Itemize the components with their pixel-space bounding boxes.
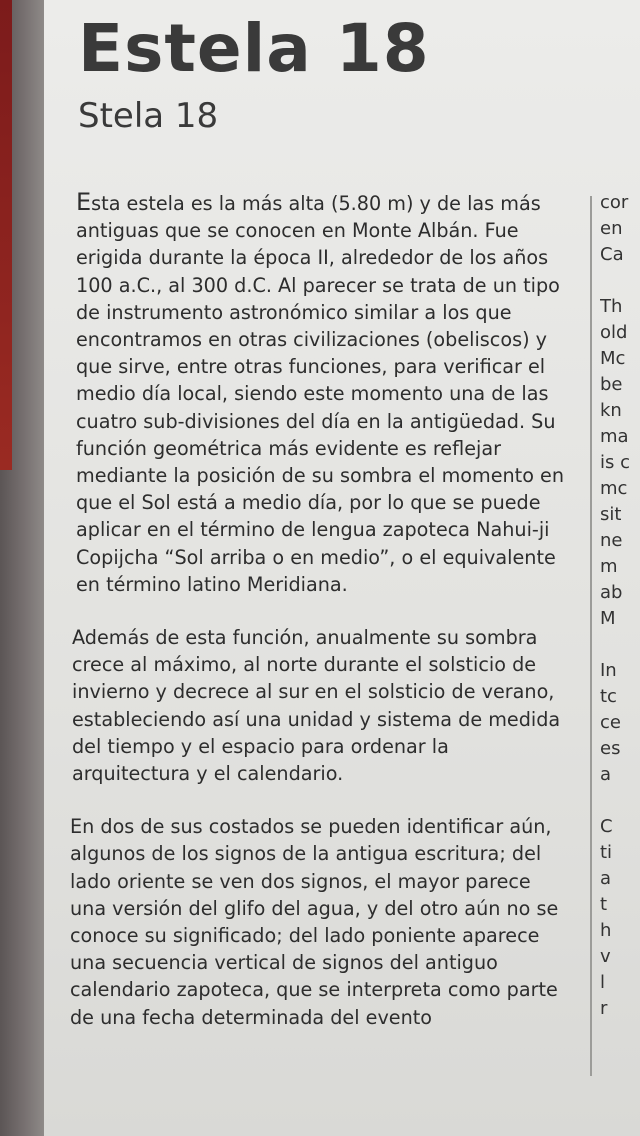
paragraph-line: En dos de sus costados se pueden identificar aún, bbox=[70, 815, 552, 839]
fragment-line: kn bbox=[600, 400, 622, 421]
fragment-line: Mc bbox=[600, 348, 626, 369]
fragment-line: Ca bbox=[600, 244, 624, 265]
paragraph-line: arquitectura y el calendario. bbox=[72, 762, 344, 786]
fragment-line: mc bbox=[600, 478, 628, 499]
paragraph-line: cuatro sub-divisiones del día en la antigüedad. Su bbox=[76, 409, 556, 433]
paragraph-line: lado oriente se ven dos signos, el mayor parece bbox=[70, 869, 531, 893]
paragraph-line: una secuencia vertical de signos del antiguo bbox=[70, 951, 498, 975]
paragraph-line: Esta estela es la más alta (5.80 m) y de las más bbox=[76, 188, 541, 216]
paragraph-line: que sirve, entre otras funciones, para verificar el bbox=[76, 355, 546, 379]
paragraph-3 bbox=[70, 813, 575, 1031]
english-text-column-cropped bbox=[600, 190, 640, 1136]
fragment-line: h bbox=[600, 920, 612, 941]
paragraph-line: que el Sol está a medio día, por lo que se puede bbox=[76, 491, 541, 515]
fragment-line: a bbox=[600, 868, 612, 889]
paragraph-line: aplicar en el término de lengua zapoteca Nahui-ji bbox=[76, 518, 550, 542]
fragment-line: r bbox=[600, 998, 608, 1019]
paragraph-1 bbox=[70, 190, 575, 598]
spanish-text-column bbox=[70, 190, 575, 1031]
drop-cap-letter: E bbox=[76, 188, 92, 216]
paragraph-line: de una fecha determinada del evento bbox=[70, 1005, 433, 1029]
paragraph-line: en término latino Meridiana. bbox=[76, 572, 348, 596]
fragment-line: ab bbox=[600, 582, 623, 603]
paragraph-line: 100 a.C., al 300 d.C. Al parecer se trata de un tipo bbox=[76, 273, 560, 297]
paragraph-line: conoce su significado; del lado poniente aparece bbox=[70, 924, 540, 948]
fragment-line: a bbox=[600, 764, 612, 785]
fragment-line: sit bbox=[600, 504, 622, 525]
fragment-line: v bbox=[600, 946, 611, 967]
column-divider bbox=[590, 196, 592, 1076]
fragment-line: es bbox=[600, 738, 621, 759]
fragment-line bbox=[600, 788, 640, 814]
paragraph-line: de instrumento astronómico similar a los que bbox=[76, 300, 512, 324]
fragment-line: Th bbox=[600, 296, 623, 317]
fragment-line: m bbox=[600, 556, 618, 577]
paragraph-line: una versión del glifo del agua, y del otro aún no se bbox=[70, 896, 559, 920]
paragraph-line: encontramos en otras civilizaciones (obeliscos) y bbox=[76, 328, 548, 352]
paragraph-line: antiguas que se conocen en Monte Albán. Fue bbox=[76, 219, 519, 243]
paragraph-line: algunos de los signos de la antigua escritura; del bbox=[70, 842, 542, 866]
paragraph-2 bbox=[70, 624, 575, 787]
fragment-line: In bbox=[600, 660, 617, 681]
paragraph-line: invierno y decrece al sur en el solsticio de verano, bbox=[72, 680, 555, 704]
paragraph-line: del tiempo y el espacio para ordenar la bbox=[72, 734, 449, 758]
paragraph-line: calendario zapoteca, que se interpreta como parte bbox=[70, 978, 558, 1002]
paragraph-line: Además de esta función, anualmente su sombra bbox=[72, 626, 538, 650]
fragment-line: l bbox=[600, 972, 606, 993]
fragment-line: M bbox=[600, 608, 616, 629]
paragraph-line: medio día local, siendo este momento una de las bbox=[76, 382, 549, 406]
fragment-line bbox=[600, 632, 640, 658]
sign-title: Estela 18 bbox=[78, 10, 430, 87]
paragraph-line: Copijcha “Sol arriba o en medio”, o el equivalente bbox=[76, 545, 556, 569]
fragment-line: is c bbox=[600, 452, 630, 473]
fragment-line: ce bbox=[600, 712, 621, 733]
paragraph-line: función geométrica más evidente es reflejar bbox=[76, 436, 501, 460]
fragment-line: en bbox=[600, 218, 623, 239]
fragment-line: C bbox=[600, 816, 613, 837]
fragment-line: ma bbox=[600, 426, 629, 447]
fragment-line: tc bbox=[600, 686, 617, 707]
fragment-line: cor bbox=[600, 192, 629, 213]
fragment-line bbox=[600, 268, 640, 294]
fragment-line: be bbox=[600, 374, 623, 395]
paragraph-line: erigida durante la época II, alrededor de los años bbox=[76, 246, 549, 270]
paragraph-line: estableciendo así una unidad y sistema de medida bbox=[72, 707, 561, 731]
fragment-line: ne bbox=[600, 530, 623, 551]
left-edge-red-stripe bbox=[0, 0, 12, 470]
sign-subtitle: Stela 18 bbox=[78, 96, 219, 136]
fragment-line: t bbox=[600, 894, 608, 915]
fragment-line: old bbox=[600, 322, 628, 343]
paragraph-line: mediante la posición de su sombra el momento en bbox=[76, 464, 565, 488]
paragraph-line: crece al máximo, al norte durante el solsticio de bbox=[72, 653, 537, 677]
fragment-line: ti bbox=[600, 842, 613, 863]
